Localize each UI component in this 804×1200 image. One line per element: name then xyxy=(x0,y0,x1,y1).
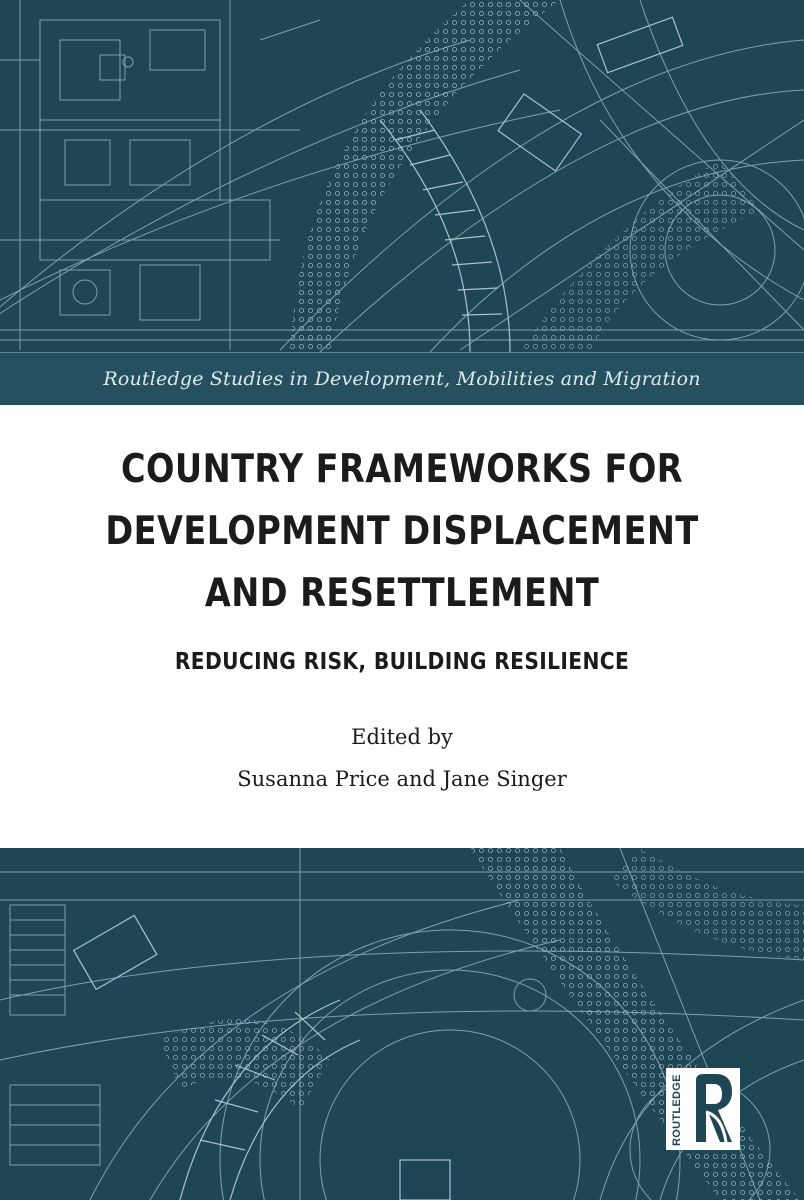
publisher-logo-word: ROUTLEDGE xyxy=(671,1074,683,1146)
series-title: Routledge Studies in Development, Mobilities and Migration xyxy=(103,368,701,390)
series-band xyxy=(0,352,804,405)
publisher-logo xyxy=(666,1068,740,1150)
book-title xyxy=(56,439,747,625)
edited-by-label: Edited by xyxy=(351,725,453,749)
book-title-line: AND RESETTLEMENT xyxy=(204,571,600,616)
book-title-line: COUNTRY FRAMEWORKS FOR xyxy=(120,447,684,492)
book-subtitle: REDUCING RISK, BUILDING RESILIENCE xyxy=(174,649,630,675)
title-panel xyxy=(0,405,804,848)
editor-names: Susanna Price and Jane Singer xyxy=(237,767,567,791)
book-title-line: DEVELOPMENT DISPLACEMENT xyxy=(105,509,699,554)
routledge-r-logo-icon xyxy=(688,1072,736,1144)
